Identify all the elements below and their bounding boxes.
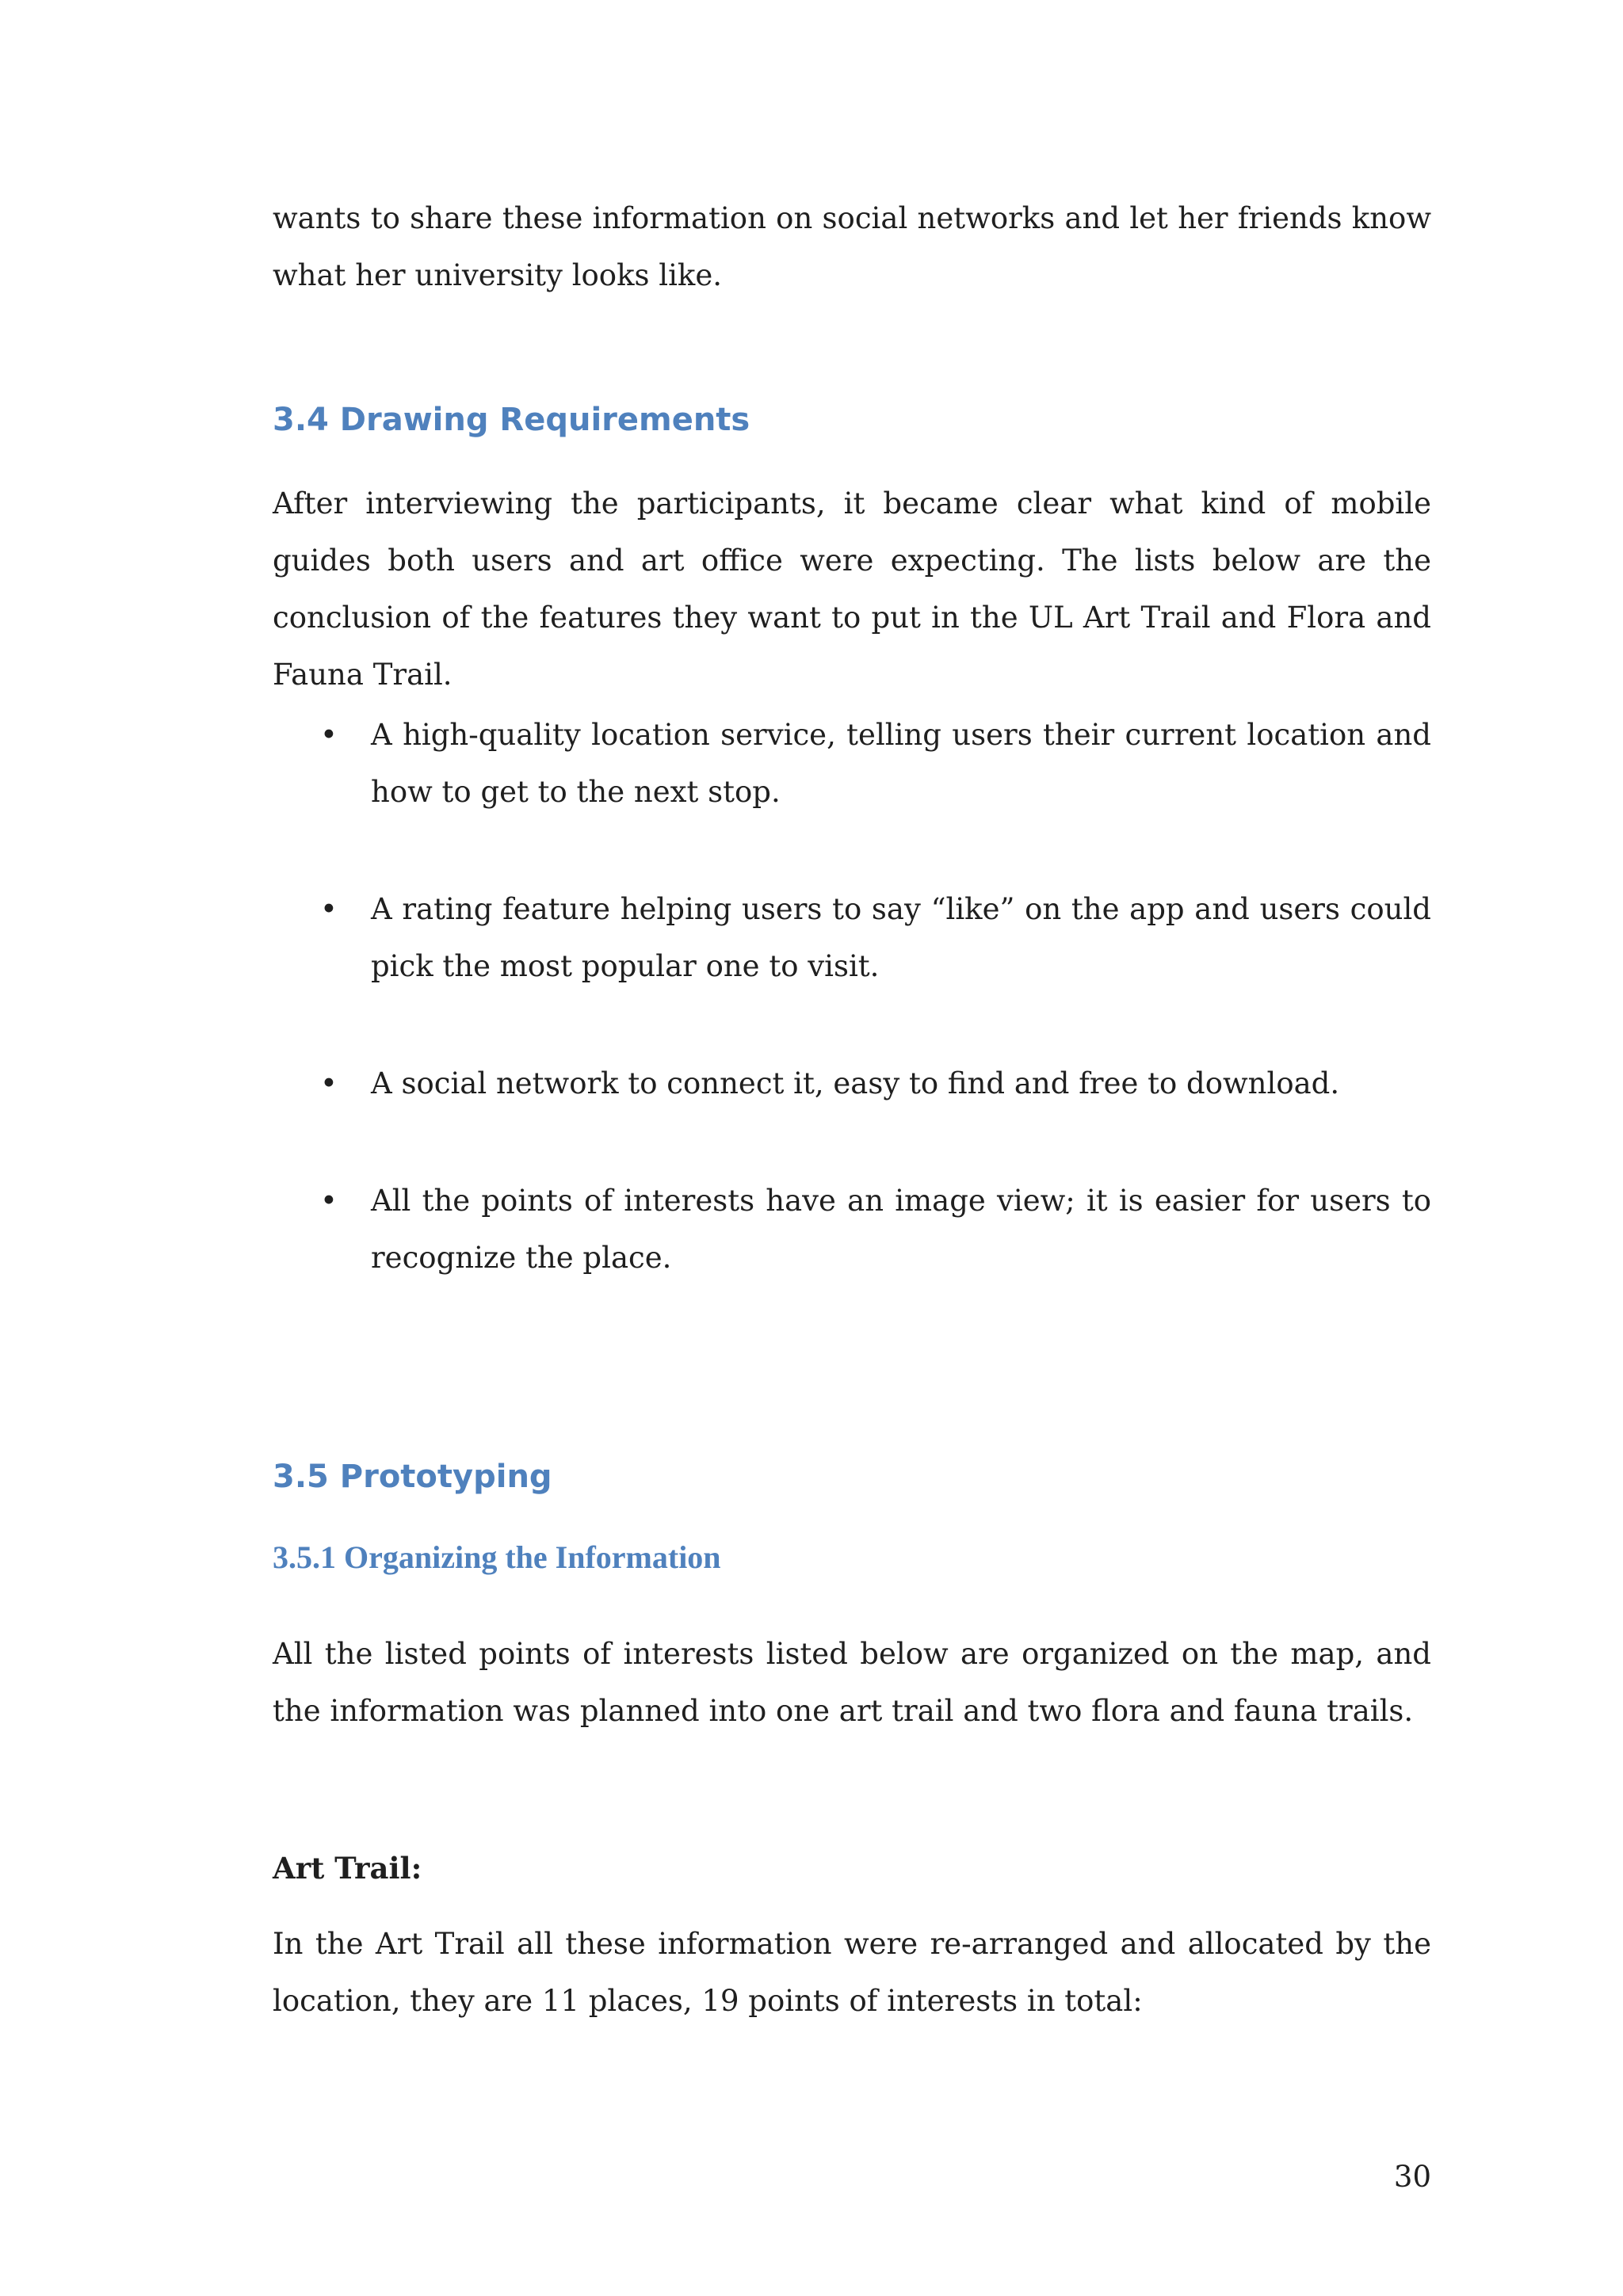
page-number: 30 (1393, 2160, 1431, 2194)
bullet-marker: • (320, 718, 338, 752)
bullet-marker: • (320, 892, 338, 926)
intro-paragraph: wants to share these information on social networks and let her friends know what her university looks like. (273, 201, 1431, 292)
bullet-marker: • (320, 1184, 338, 1218)
bullet-text: All the points of interests have an image view; it is easier for users to recognize the place. (371, 1184, 1431, 1275)
bullet-text: A social network to connect it, easy to find and free to download. (371, 1066, 1340, 1100)
art-trail-heading-block (273, 1848, 1431, 1889)
art-trail-heading: Art Trail: (273, 1851, 422, 1886)
section-3-5-1-heading-block (273, 1537, 1431, 1578)
section-3-4-heading: 3.4 Drawing Requirements (273, 402, 750, 438)
bullet-text: A high-quality location service, telling users their current location and how to get to the next stop. (371, 718, 1431, 809)
section-3-5-heading: 3.5 Prototyping (273, 1459, 552, 1495)
section-3-4-paragraph-block (273, 475, 1431, 704)
art-trail-paragraph: In the Art Trail all these information were re-arranged and allocated by the location, they are 11 places, 19 points of interests in total: (273, 1927, 1431, 2018)
section-3-5-1-paragraph: All the listed points of interests listed below are organized on the map, and the information was planned into one art trail and two flora and fauna trails. (273, 1637, 1431, 1728)
bullet-text: A rating feature helping users to say “like” on the app and users could pick the most popular one to visit. (371, 892, 1431, 983)
section-3-5-1-heading: 3.5.1 Organizing the Information (273, 1539, 721, 1575)
section-3-5-heading-block (273, 1456, 1431, 1497)
bullet-item-1 (273, 707, 1431, 821)
section-3-4-heading-block (273, 399, 1431, 441)
section-3-5-1-paragraph-block (273, 1626, 1431, 1740)
art-trail-paragraph-block (273, 1916, 1431, 2030)
bullet-item-2 (273, 881, 1431, 995)
bullet-item-4 (273, 1173, 1431, 1287)
intro-paragraph-block (273, 190, 1431, 304)
section-3-4-paragraph: After interviewing the participants, it became clear what kind of mobile guides both users and art office were expecting. The lists below are the conclusion of the features they want to put in the UL Art Trail and Flora and Fauna Trail. (273, 486, 1431, 692)
bullet-marker: • (320, 1066, 338, 1100)
bullet-item-3 (273, 1055, 1431, 1112)
